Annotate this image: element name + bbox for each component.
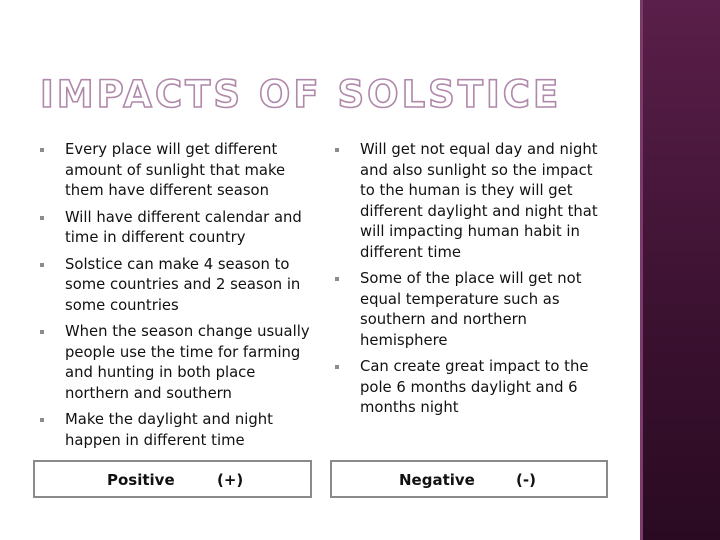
- positive-sign: (+): [217, 471, 244, 489]
- list-item-text: Solstice can make 4 season to some countries and 2 season in some countries: [65, 255, 301, 314]
- decorative-sidebar: [640, 0, 720, 540]
- list-item: [40, 322, 315, 404]
- sidebar-edge: [640, 0, 643, 540]
- list-item: [40, 140, 315, 202]
- list-item: [40, 255, 315, 317]
- list-item-text: Every place will get different amount of sunlight that make them have different season: [65, 141, 286, 199]
- negative-impacts-list: [335, 140, 605, 425]
- positive-label-box: [33, 460, 312, 498]
- negative-sign: (-): [516, 471, 536, 489]
- list-item-text: Some of the place will get not equal temperature such as southern and northern hemisphere: [360, 270, 582, 349]
- list-item: [335, 357, 605, 419]
- list-item: [335, 140, 605, 263]
- list-item-text: Will get not equal day and night and also sunlight so the impact to the human is they will get different daylight and night that will impacting human habit in different time: [360, 141, 598, 261]
- bullet-icon: [40, 263, 44, 267]
- negative-label-box: [330, 460, 608, 498]
- list-item-text: Will have different calendar and time in different country: [65, 208, 302, 246]
- bullet-icon: [335, 148, 339, 152]
- slide-title: IMPACTS OF SOLSTICE: [40, 73, 562, 116]
- bullet-icon: [335, 365, 339, 369]
- list-item-text: Make the daylight and night happen in different time: [65, 411, 273, 449]
- list-item-text: Can create great impact to the pole 6 months daylight and 6 months night: [360, 358, 589, 416]
- bullet-icon: [335, 277, 339, 281]
- list-item: [40, 410, 315, 451]
- list-item: [335, 269, 605, 351]
- bullet-icon: [40, 148, 44, 152]
- bullet-icon: [40, 418, 44, 422]
- positive-label: Positive: [107, 471, 175, 489]
- bullet-icon: [40, 216, 44, 220]
- negative-label: Negative: [399, 471, 475, 489]
- positive-impacts-list: [40, 140, 315, 457]
- list-item-text: When the season change usually people use the time for farming and hunting in both place northern and southern: [65, 323, 310, 402]
- bullet-icon: [40, 330, 44, 334]
- list-item: [40, 208, 315, 249]
